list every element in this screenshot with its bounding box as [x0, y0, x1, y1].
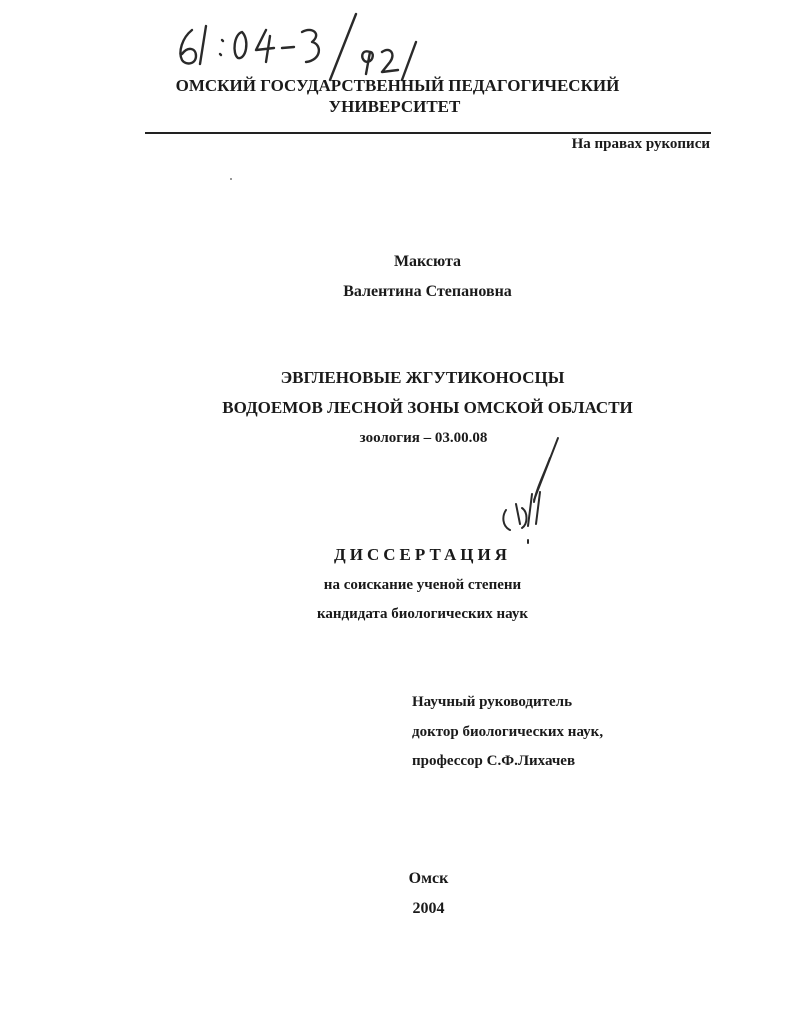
header-divider [145, 132, 711, 134]
degree-line1: на соискание ученой степени [323, 577, 522, 593]
document-type-heading: ДИССЕРТАЦИЯ [334, 545, 511, 564]
dissertation-title-line2: ВОДОЕМОВ ЛЕСНОЙ ЗОНЫ ОМСКОЙ ОБЛАСТИ [222, 398, 633, 417]
author-given-names: Валентина Степановна [343, 283, 512, 300]
handwritten-mark [488, 430, 568, 550]
dissertation-title-line1: ЭВГЛЕНОВЫЕ ЖГУТИКОНОСЦЫ [280, 368, 565, 387]
year: 2004 [412, 900, 445, 917]
supervisor-line1: Научный руководитель [412, 694, 572, 710]
city: Омск [408, 870, 449, 887]
author-surname: Максюта [393, 253, 462, 270]
scan-speck [230, 178, 232, 180]
manuscript-rights-note: На правах рукописи [571, 136, 710, 152]
institution-name-line1: ОМСКИЙ ГОСУДАРСТВЕННЫЙ ПЕДАГОГИЧЕСКИЙ [175, 76, 620, 95]
institution-name-line2: УНИВЕРСИТЕТ [328, 97, 461, 116]
supervisor-line2: доктор биологических наук, [412, 724, 604, 740]
specialty-code: зоология – 03.00.08 [359, 430, 488, 446]
degree-line2: кандидата биологических наук [316, 606, 529, 622]
supervisor-line3: профессор С.Ф.Лихачев [412, 753, 576, 769]
